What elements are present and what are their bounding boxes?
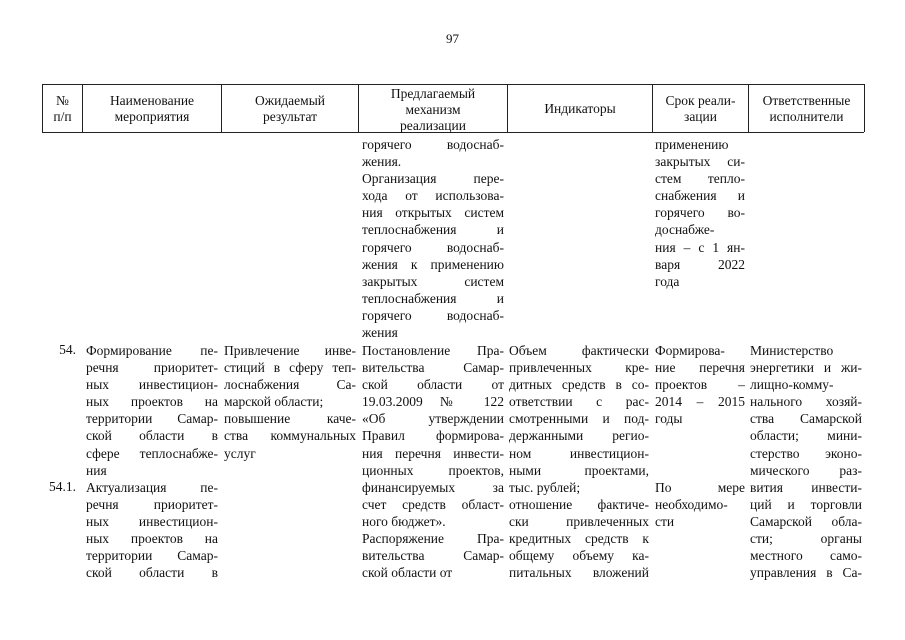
text-line: ных проектов на	[86, 531, 218, 547]
text-line: нального хозяй-	[750, 394, 862, 410]
row54-responsible	[750, 342, 862, 581]
text-line: проектов –	[655, 377, 745, 393]
text-line: ния	[86, 462, 107, 478]
text-line: Правил формирова-	[362, 428, 504, 444]
text-line: вительства Самар-	[362, 548, 504, 564]
text-line: повышение каче-	[224, 411, 356, 427]
text-line: дитных средств в со-	[509, 377, 649, 393]
text-line: ных проектов на	[86, 394, 218, 410]
text-line: мического раз-	[750, 462, 862, 478]
text-line: Формирование пе-	[86, 343, 218, 358]
text-line: Постановление Пра-	[362, 343, 504, 358]
text-line: года	[655, 273, 680, 289]
cont-deadline	[655, 136, 745, 290]
text-line: доснабже-	[655, 222, 715, 238]
row54-num: 54.	[59, 342, 76, 357]
table-vline	[864, 84, 865, 132]
text-line: стем тепло-	[655, 171, 745, 187]
text-line: смотренными и под-	[509, 411, 649, 427]
text-line: вительства Самар-	[362, 360, 504, 376]
page-number: 97	[446, 31, 459, 46]
text-line: закрытых си-	[655, 154, 745, 170]
text-line: ния – с 1 ян-	[655, 239, 745, 255]
text-line: Объем фактически	[509, 343, 649, 358]
text-line: годы	[655, 411, 683, 427]
header-result: Ожидаемый результат	[255, 93, 325, 124]
header-indicators: Индикаторы	[544, 101, 616, 116]
text-line: сти; органы	[750, 531, 862, 547]
text-line: энергетики и жи-	[750, 360, 862, 376]
text-line: ской области от	[362, 565, 453, 581]
text-line: Привлечение инве-	[224, 343, 356, 358]
text-line: ном инвестицион-	[509, 445, 649, 461]
text-line: финансируемых за	[362, 479, 504, 495]
text-line: снабжения и	[655, 188, 745, 204]
text-line: Формирова-	[655, 343, 725, 358]
row54-1-deadline	[655, 479, 745, 530]
text-line: варя 2022	[655, 256, 745, 272]
text-line: 19.03.2009 № 122	[362, 394, 504, 410]
row54-result	[224, 342, 356, 462]
text-line: применению	[655, 137, 729, 152]
header-name: Наименование мероприятия	[109, 93, 195, 124]
header-mechanism: Предлагаемый механизм реализации	[390, 86, 476, 133]
text-line: держанными регио-	[509, 428, 649, 444]
text-line: «Об утверждении	[362, 411, 504, 427]
text-line: ответствии с рас-	[509, 394, 649, 410]
text-line: счет средств област-	[362, 496, 504, 512]
text-line: Актуализация пе-	[86, 480, 218, 495]
text-line: ской области от	[362, 377, 504, 393]
text-line: ства коммунальных	[224, 428, 356, 444]
text-line: привлеченных кре-	[509, 360, 649, 376]
text-line: управления в Са-	[750, 565, 862, 581]
text-line: закрытых систем	[362, 273, 504, 289]
cont-mechanism	[362, 136, 504, 341]
text-line: области; мини-	[750, 428, 862, 444]
text-line: теплоснабжения и	[362, 290, 504, 306]
text-line: горячего во-	[655, 205, 745, 221]
table-top-line	[42, 84, 864, 85]
text-line: горячего водоснаб-	[362, 137, 504, 152]
text-line: лоснабжения Са-	[224, 377, 356, 393]
text-line: вития инвести-	[750, 479, 862, 495]
text-line: ционных проектов,	[362, 462, 504, 478]
row54-1-name	[86, 479, 218, 582]
text-line: жения к применению	[362, 256, 504, 272]
text-line: хода от использова-	[362, 188, 504, 204]
text-line: горячего водоснаб-	[362, 239, 504, 255]
text-line: Распоряжение Пра-	[362, 531, 504, 547]
text-line: сфере теплоснабже-	[86, 445, 218, 461]
header-responsible: Ответственные исполнители	[762, 93, 851, 124]
text-line: жения.	[362, 154, 402, 170]
text-line: ций и торговли	[750, 496, 862, 512]
text-line: сти	[655, 514, 675, 530]
header-num: № п/п	[53, 93, 72, 124]
text-line: ние перечня	[655, 360, 745, 376]
row54-name	[86, 342, 218, 479]
text-line: общему объему ка-	[509, 548, 649, 564]
text-line: речня приоритет-	[86, 360, 218, 376]
text-line: ства Самарской	[750, 411, 862, 427]
header-deadline: Срок реали- зации	[665, 93, 736, 124]
text-line: питальных вложений	[509, 565, 649, 581]
text-line: жения	[362, 325, 398, 341]
text-line: территории Самар-	[86, 411, 218, 427]
text-line: Самарской обла-	[750, 513, 862, 529]
text-line: По мере	[655, 480, 745, 495]
text-line: стерство эконо-	[750, 445, 862, 461]
text-line: ного бюджет».	[362, 513, 446, 529]
text-line: стиций в сферу теп-	[224, 360, 356, 376]
text-line: речня приоритет-	[86, 497, 218, 513]
text-line: Министерство	[750, 343, 834, 358]
text-line: необходимо-	[655, 497, 728, 513]
text-line: лищно-комму-	[750, 377, 834, 393]
row54-mechanism	[362, 342, 504, 581]
text-line: ской области в	[86, 428, 218, 444]
text-line: марской области;	[224, 394, 324, 410]
text-line: кредитных средств к	[509, 531, 649, 547]
text-line: отношение фактиче-	[509, 496, 649, 512]
row54-deadline	[655, 342, 745, 427]
text-line: ния открытых систем	[362, 205, 504, 221]
text-line: горячего водоснаб-	[362, 307, 504, 323]
row54-indicators	[509, 342, 649, 581]
text-line: местного само-	[750, 548, 862, 564]
row54-1-num: 54.1.	[49, 479, 76, 494]
text-line: ными проектами,	[509, 462, 649, 478]
text-line: ски привлеченных	[509, 513, 649, 529]
text-line: теплоснабжения и	[362, 222, 504, 238]
text-line: услуг	[224, 445, 256, 461]
text-line: Организация пере-	[362, 171, 504, 187]
text-line: ния перечня инвести-	[362, 445, 504, 461]
text-line: ской области в	[86, 565, 218, 581]
text-line: ных инвестицион-	[86, 377, 218, 393]
text-line: 2014 – 2015	[655, 394, 745, 410]
text-line: тыс. рублей;	[509, 479, 581, 495]
text-line: территории Самар-	[86, 548, 218, 564]
text-line: ных инвестицион-	[86, 514, 218, 530]
